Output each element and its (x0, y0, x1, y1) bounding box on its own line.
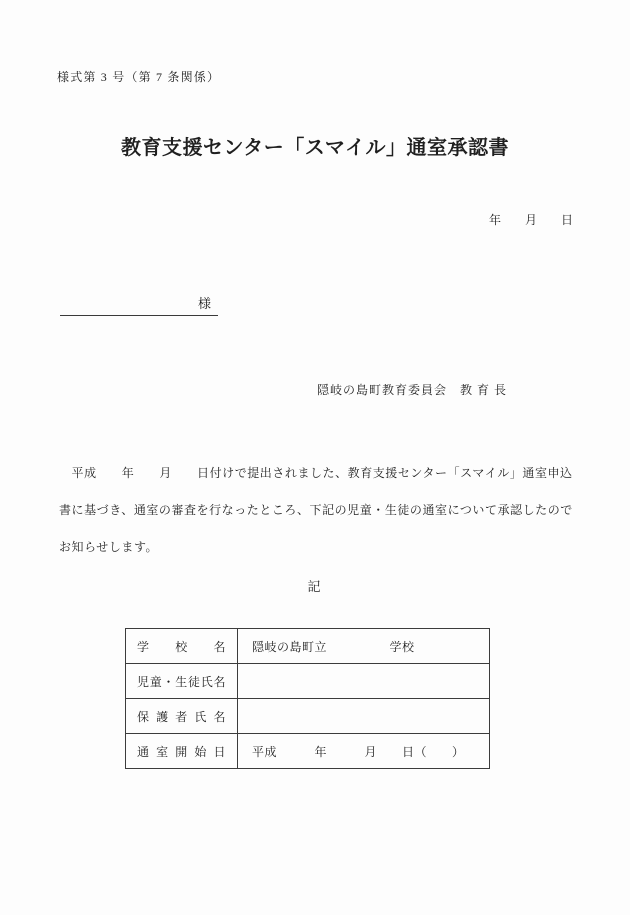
addressee-underline (60, 293, 218, 316)
page-title: 教育支援センター「スマイル」通室承認書 (121, 137, 509, 159)
row-value-guardian-name (238, 699, 490, 734)
body-line: 平成 年 月 日付けで提出されました、教育支援センター「スマイル」通室申込 (59, 466, 573, 480)
table-row (126, 629, 490, 664)
row-value-start-date: 平成 年 月 日（ ） (238, 734, 490, 769)
row-value-school-name: 隠岐の島町立 学校 (238, 629, 490, 664)
row-label-student-name: 児童・生徒氏名 (126, 664, 238, 699)
addressee-honorific: 様 (197, 296, 211, 311)
body-line: 書に基づき、通室の審査を行なったところ、下記の児童・生徒の通室について承認したので (59, 503, 573, 517)
body-line: お知らせします。 (59, 540, 159, 554)
row-value-student-name (238, 664, 490, 699)
date-line: 年 月 日 (489, 213, 574, 227)
table-row (126, 699, 490, 734)
form-style-note: 様式第 3 号（第 7 条関係） (57, 70, 221, 84)
row-label-school-name: 学校名 (126, 629, 238, 664)
table-row (126, 664, 490, 699)
row-label-start-date: 通室開始日 (126, 734, 238, 769)
approval-table (125, 628, 490, 769)
section-mark: 記 (307, 579, 323, 594)
row-label-guardian-name: 保護者氏名 (126, 699, 238, 734)
table-row (126, 734, 490, 769)
body-paragraph (59, 455, 579, 566)
sender-line: 隠岐の島町教育委員会 教 育 長 (317, 383, 508, 397)
